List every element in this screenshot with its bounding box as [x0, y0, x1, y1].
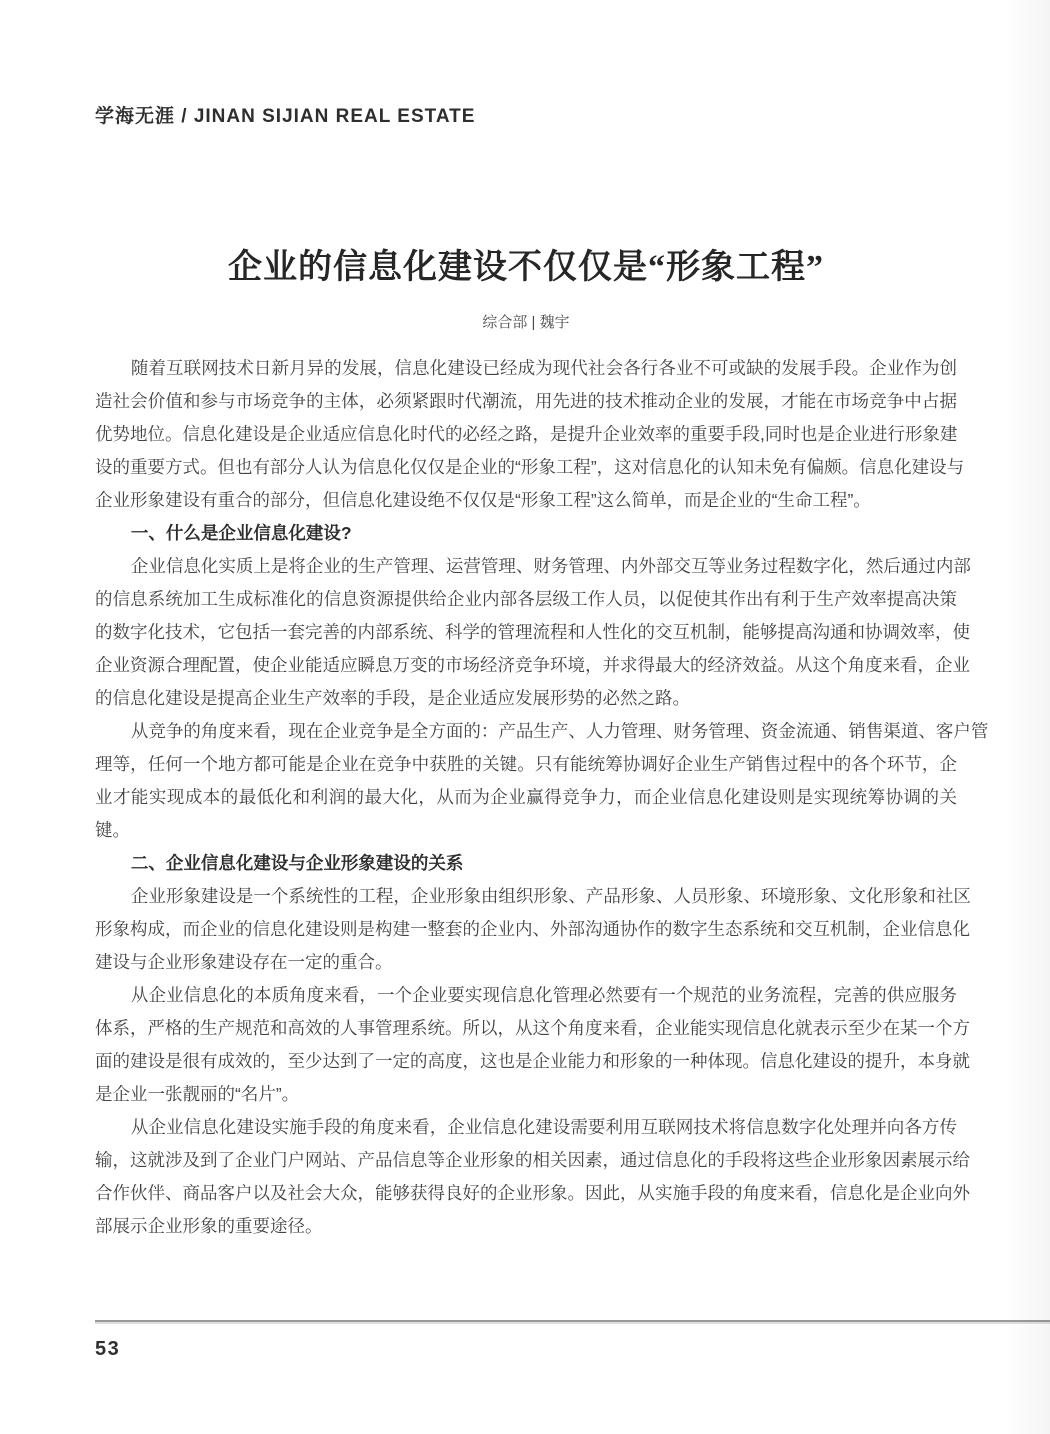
paragraph-line: 是企业一张靓丽的“名片”。 — [95, 1084, 300, 1104]
paragraph-line: 从企业信息化的本质角度来看，一个企业要实现信息化管理必然要有一个规范的业务流程，完善的供应服务 — [130, 985, 957, 1005]
running-header: 学海无涯 / JINAN SIJIAN REAL ESTATE — [95, 106, 476, 127]
paragraph-line: 的信息化建设是提高企业生产效率的手段，是企业适应发展形势的必然之路。 — [95, 688, 690, 708]
paragraph-line: 输，这就涉及到了企业门户网站、产品信息等企业形象的相关因素，通过信息化的手段将这些企业形象因素展示给 — [95, 1150, 970, 1170]
paragraph-line: 从竞争的角度来看，现在企业竞争是全方面的：产品生产、人力管理、财务管理、资金流通、销售渠道、客户管 — [130, 721, 989, 741]
paragraph-line: 面的建设是很有成效的，至少达到了一定的高度，这也是企业能力和形象的一种体现。信息化建设的提升，本身就 — [95, 1051, 970, 1071]
paragraph-line: 从企业信息化建设实施手段的角度来看，企业信息化建设需要利用互联网技术将信息数字化处理并向各方传 — [130, 1117, 957, 1137]
article-title: 企业的信息化建设不仅仅是“形象工程” — [228, 249, 824, 286]
paragraph-line: 设的重要方式。但也有部分人认为信息化仅仅是企业的“形象工程”，这对信息化的认知未免有偏颇。信息化建设与 — [95, 457, 965, 477]
byline: 综合部 | 魏宇 — [482, 314, 570, 331]
page-number: 53 — [95, 1338, 121, 1360]
paragraph-line: 企业形象建设有重合的部分，但信息化建设绝不仅仅是“形象工程”这么简单，而是企业的“生命工程”。 — [95, 490, 871, 510]
paragraph-line: 部展示企业形象的重要途径。 — [95, 1216, 323, 1236]
paragraph-line: 体系，严格的生产规范和高效的人事管理系统。所以，从这个角度来看，企业能实现信息化就表示至少在某一个方 — [95, 1018, 970, 1038]
paragraph-line: 合作伙伴、商品客户以及社会大众，能够获得良好的企业形象。因此，从实施手段的角度来看，信息化是企业向外 — [95, 1183, 970, 1203]
paragraph-line: 形象构成，而企业的信息化建设则是构建一整套的企业内、外部沟通协作的数字生态系统和交互机制，企业信息化 — [95, 919, 970, 939]
paragraph-line: 造社会价值和参与市场竞争的主体，必须紧跟时代潮流，用先进的技术推动企业的发展，才能在市场竞争中占据 — [95, 391, 957, 411]
section-heading: 二、企业信息化建设与企业形象建设的关系 — [130, 853, 464, 873]
article-body — [95, 352, 989, 1243]
paragraph-line: 业才能实现成本的最低化和利润的最大化，从而为企业赢得竞争力，而企业信息化建设则是实现统筹协调的关 — [95, 787, 957, 807]
paragraph-line: 企业信息化实质上是将企业的生产管理、运营管理、财务管理、内外部交互等业务过程数字化，然后通过内部 — [130, 556, 971, 576]
paragraph-line: 理等，任何一个地方都可能是企业在竞争中获胜的关键。只有能统筹协调好企业生产销售过程中的各个环节，企 — [95, 754, 957, 774]
paragraph-line: 键。 — [95, 820, 130, 840]
section-heading: 一、什么是企业信息化建设? — [130, 523, 352, 543]
paragraph-line: 随着互联网技术日新月异的发展，信息化建设已经成为现代社会各行各业不可或缺的发展手段。企业作为创 — [130, 358, 957, 378]
paragraph-line: 建设与企业形象建设存在一定的重合。 — [95, 952, 393, 972]
paragraph-line: 的信息系统加工生成标准化的信息资源提供给企业内部各层级工作人员，以促使其作出有利于生产效率提高决策 — [95, 589, 957, 609]
paragraph-line: 企业形象建设是一个系统性的工程，企业形象由组织形象、产品形象、人员形象、环境形象、文化形象和社区 — [130, 886, 971, 906]
paragraph-line: 的数字化技术，它包括一套完善的内部系统、科学的管理流程和人性化的交互机制，能够提高沟通和协调效率，使 — [95, 622, 970, 642]
footer-rule — [95, 1320, 1050, 1322]
paragraph-line: 企业资源合理配置，使企业能适应瞬息万变的市场经济竞争环境，并求得最大的经济效益。从这个角度来看，企业 — [95, 655, 970, 675]
paragraph-line: 优势地位。信息化建设是企业适应信息化时代的必经之路，是提升企业效率的重要手段,同时也是企业进行形象建 — [95, 424, 958, 444]
